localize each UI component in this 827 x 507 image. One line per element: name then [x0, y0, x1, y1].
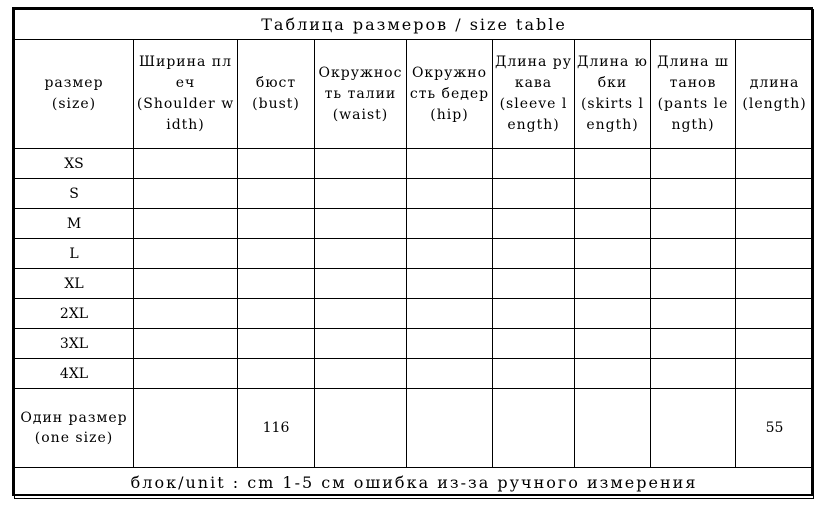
table-cell: [493, 389, 575, 468]
table-cell: [238, 149, 315, 179]
table-row: [15, 359, 814, 389]
table-cell: [407, 329, 493, 359]
column-header-ru: размер: [44, 75, 104, 91]
table-cell: [651, 299, 736, 329]
table-cell: [407, 269, 493, 299]
column-header-en: (sleeve length): [499, 96, 568, 133]
size-label: 2XL: [15, 299, 134, 329]
table-cell: [315, 239, 407, 269]
column-header-ru: Окружность талии: [318, 64, 403, 102]
table-cell: [651, 179, 736, 209]
column-header: [134, 40, 238, 149]
column-header-ru: Длина рукава: [495, 54, 572, 91]
table-cell: [736, 359, 814, 389]
table-cell: [407, 179, 493, 209]
table-cell: [315, 209, 407, 239]
column-header-ru: Окружность бедер: [409, 64, 490, 102]
table-cell: [134, 329, 238, 359]
table-cell: [238, 329, 315, 359]
table-cell: [407, 299, 493, 329]
table-cell: [575, 329, 651, 359]
table-cell: 55: [736, 389, 814, 468]
table-cell: [134, 209, 238, 239]
table-row: [15, 179, 814, 209]
table-cell: [493, 179, 575, 209]
table-cell: [134, 269, 238, 299]
table-cell: [575, 239, 651, 269]
table-cell: 116: [238, 389, 315, 468]
column-header-en: (size): [51, 96, 97, 112]
table-cell: [736, 299, 814, 329]
size-label: 4XL: [15, 359, 134, 389]
column-header: [575, 40, 651, 149]
table-cell: [134, 149, 238, 179]
table-cell: [575, 359, 651, 389]
table-cell: [575, 179, 651, 209]
column-header: [315, 40, 407, 149]
column-header: [407, 40, 493, 149]
column-header-en: (length): [742, 96, 807, 112]
one-size-row: [15, 389, 814, 468]
table-cell: [238, 359, 315, 389]
table-cell: [407, 239, 493, 269]
table-cell: [134, 299, 238, 329]
table-cell: [493, 149, 575, 179]
size-label: L: [15, 239, 134, 269]
table-cell: [407, 209, 493, 239]
table-row: [15, 329, 814, 359]
column-header-en: (hip): [430, 106, 469, 123]
table-cell: [493, 209, 575, 239]
table-cell: [238, 209, 315, 239]
table-cell: [407, 359, 493, 389]
column-header: [736, 40, 814, 149]
column-header: [238, 40, 315, 149]
one-size-label-ru: Один размер: [20, 410, 128, 426]
table-cell: [575, 299, 651, 329]
table-cell: [575, 389, 651, 468]
table-cell: [651, 209, 736, 239]
column-header: [651, 40, 736, 149]
table-row: [15, 209, 814, 239]
table-cell: [134, 179, 238, 209]
column-header-ru: Длина штанов: [657, 54, 729, 91]
table-cell: [134, 239, 238, 269]
table-cell: [736, 179, 814, 209]
table-cell: [315, 299, 407, 329]
table-cell: [407, 149, 493, 179]
table-cell: [651, 149, 736, 179]
table-cell: [315, 149, 407, 179]
column-header-ru: длина: [749, 75, 800, 91]
table-cell: [238, 239, 315, 269]
table-cell: [493, 269, 575, 299]
column-header-en: (Shoulder width): [136, 96, 235, 133]
table-cell: [315, 389, 407, 468]
column-header-en: (waist): [332, 106, 389, 123]
table-cell: [575, 149, 651, 179]
table-cell: [315, 269, 407, 299]
table-row: [15, 149, 814, 179]
table-cell: [651, 239, 736, 269]
table-cell: [238, 179, 315, 209]
table-cell: [315, 359, 407, 389]
table-cell: [736, 239, 814, 269]
size-label: 3XL: [15, 329, 134, 359]
one-size-label-en: (one size): [34, 430, 114, 446]
column-header-ru: бюст: [255, 75, 297, 91]
table-cell: [736, 329, 814, 359]
table-row: [15, 299, 814, 329]
table-cell: [134, 359, 238, 389]
size-label: XL: [15, 269, 134, 299]
size-label: M: [15, 209, 134, 239]
table-cell: [575, 209, 651, 239]
table-cell: [651, 269, 736, 299]
table-cell: [736, 149, 814, 179]
column-header-en: (pants length): [657, 96, 729, 133]
table-cell: [493, 359, 575, 389]
table-cell: [493, 239, 575, 269]
one-size-label: [15, 389, 134, 468]
table-cell: [736, 209, 814, 239]
table-cell: [736, 269, 814, 299]
table-title: Таблица размеров / size table: [15, 10, 814, 40]
size-label: XS: [15, 149, 134, 179]
table-row: [15, 269, 814, 299]
size-label: S: [15, 179, 134, 209]
table-cell: [315, 329, 407, 359]
table-cell: [651, 329, 736, 359]
header-row: [15, 40, 814, 149]
table-cell: [238, 269, 315, 299]
table-cell: [407, 389, 493, 468]
column-header-ru: Ширина плеч: [139, 54, 232, 91]
table-cell: [315, 179, 407, 209]
column-header: [493, 40, 575, 149]
table-cell: [493, 329, 575, 359]
column-header-ru: Длина юбки: [577, 54, 648, 91]
table-cell: [651, 389, 736, 468]
column-header-en: (bust): [252, 96, 300, 112]
table-cell: [651, 359, 736, 389]
table-cell: [238, 299, 315, 329]
size-table: [14, 9, 814, 499]
table-cell: [493, 299, 575, 329]
size-table-container: [12, 7, 813, 496]
table-cell: [575, 269, 651, 299]
column-header-en: (skirts length): [580, 96, 645, 133]
column-header: [15, 40, 134, 149]
table-row: [15, 239, 814, 269]
table-footer-note: блок/unit : cm 1-5 см ошибка из-за ручного измерения: [15, 468, 814, 499]
table-cell: [134, 389, 238, 468]
